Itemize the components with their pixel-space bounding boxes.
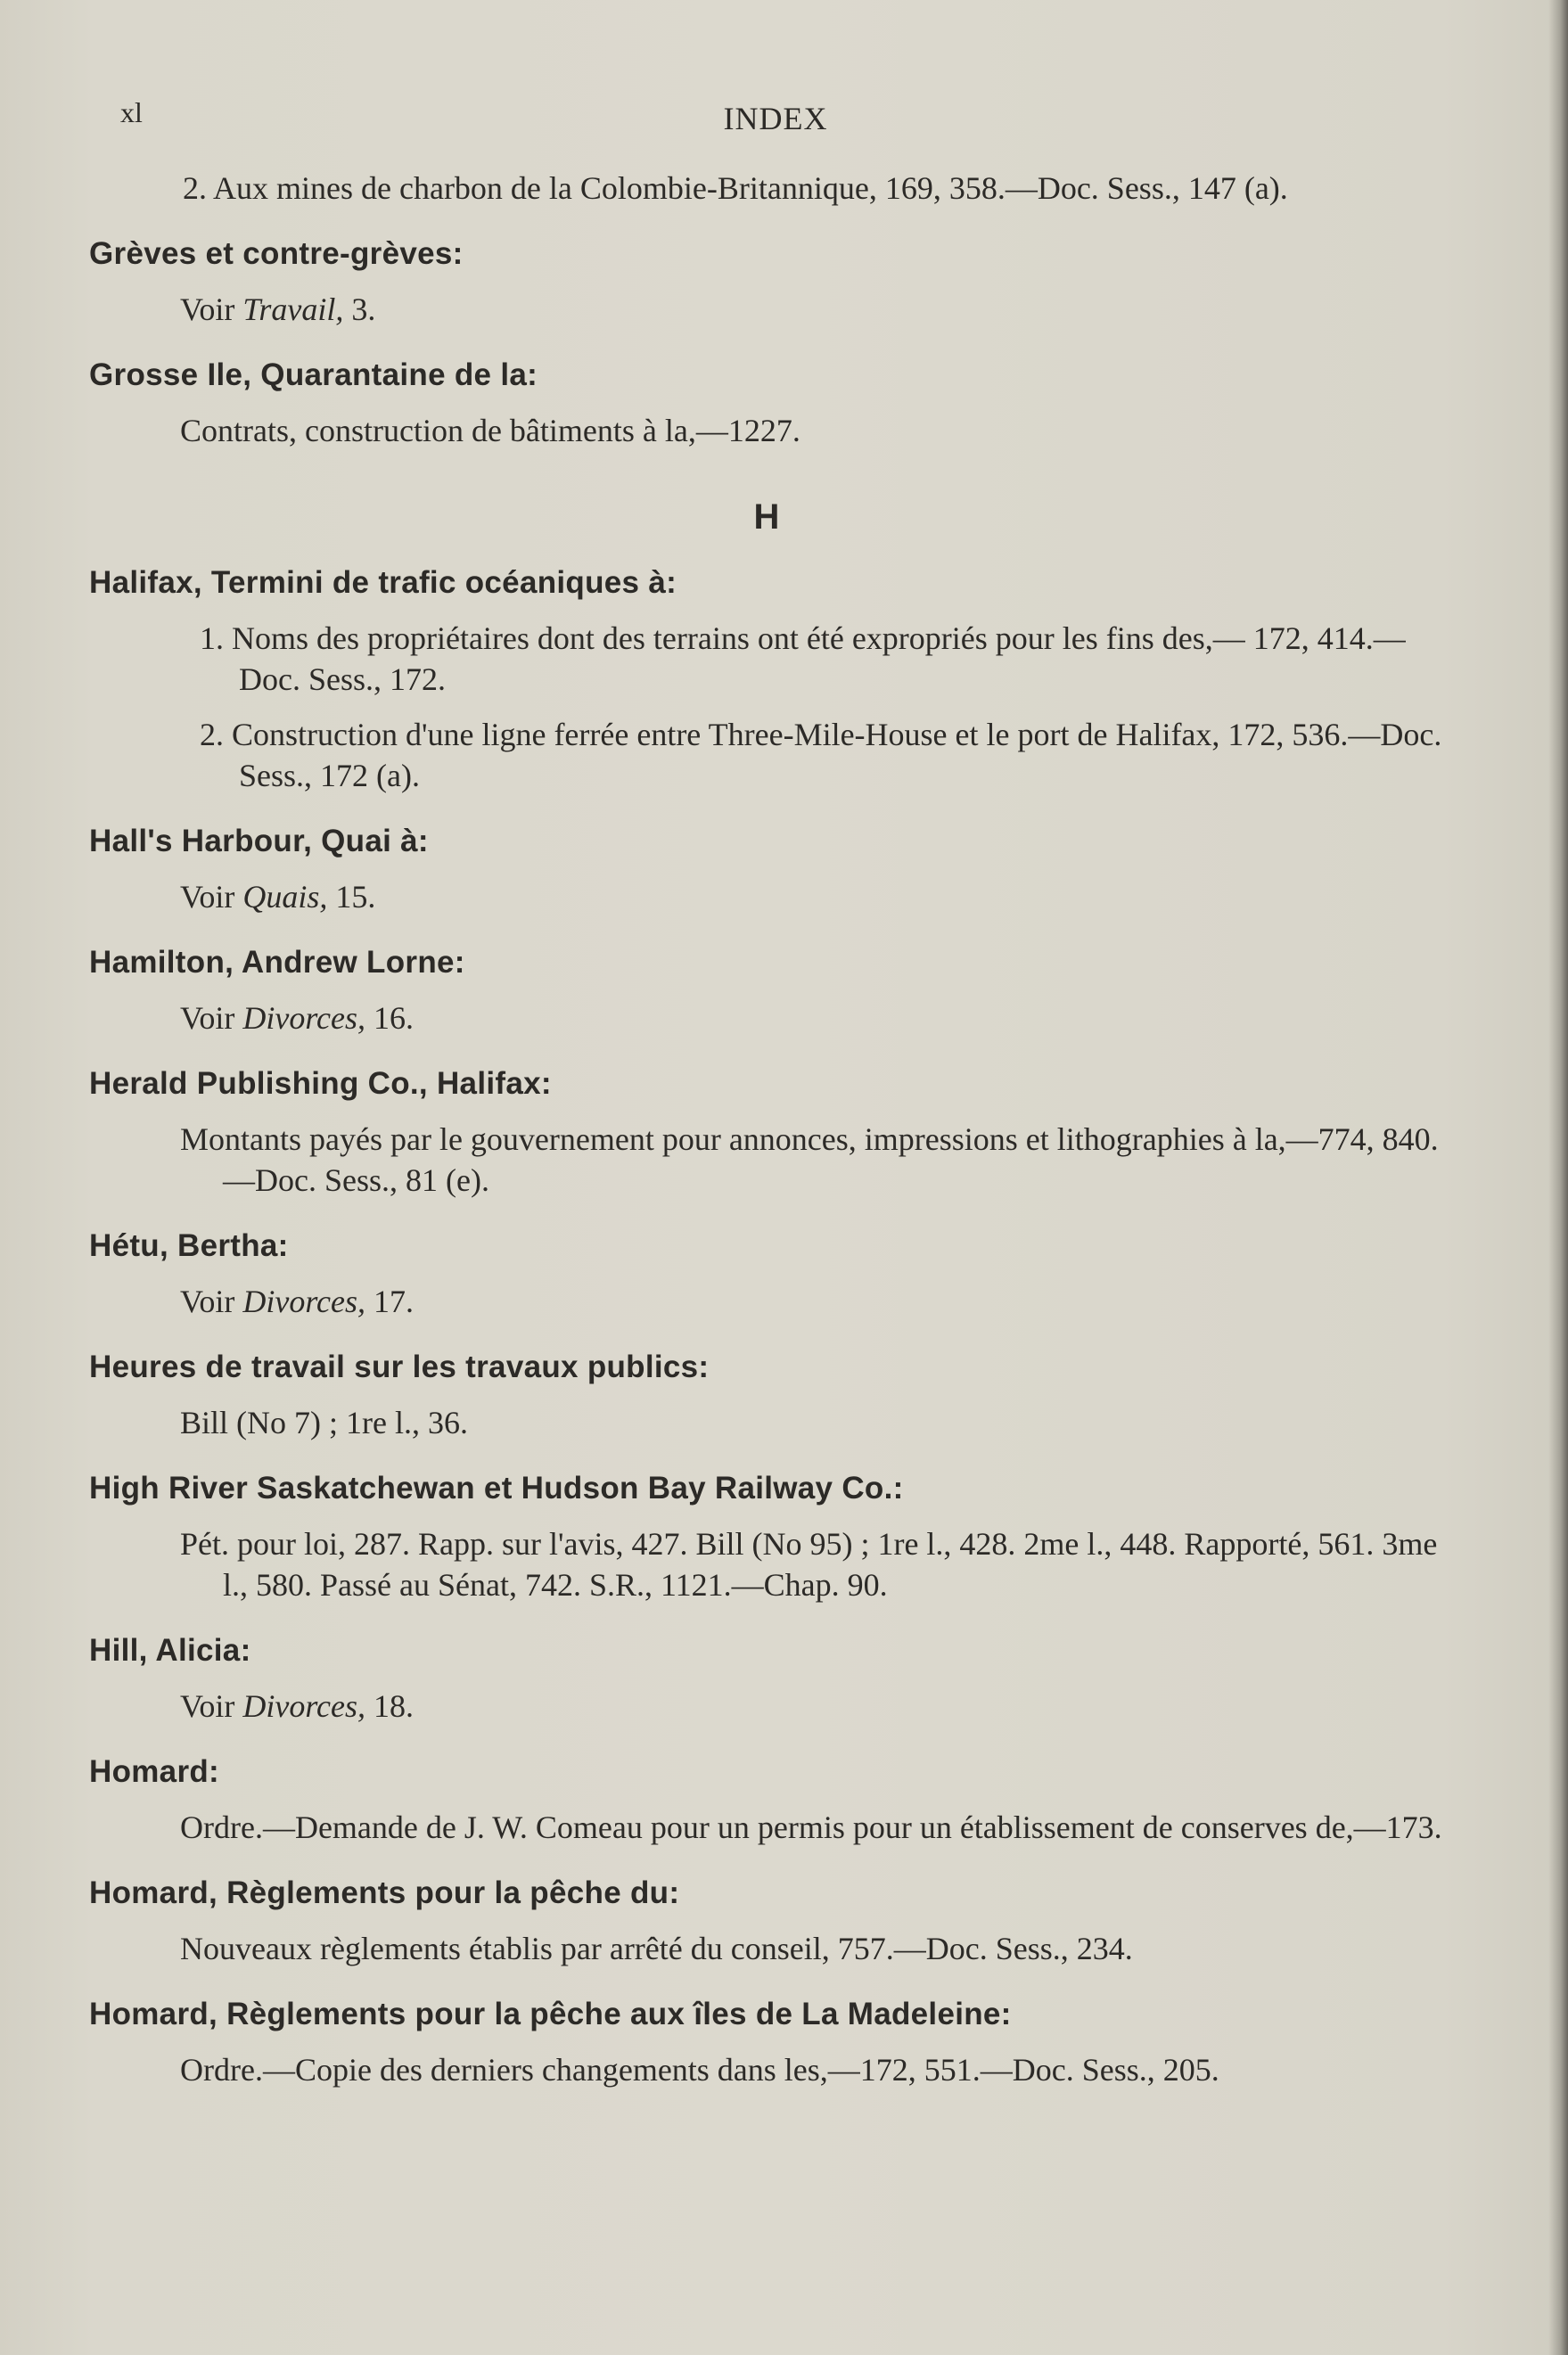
index-content [89, 168, 1444, 2090]
index-entry [89, 942, 1444, 1038]
index-entry [89, 1994, 1444, 2090]
entry-heading: Hamilton, Andrew Lorne: [89, 945, 465, 980]
entry-heading: Hétu, Bertha: [89, 1228, 289, 1263]
entry-line: 2. Construction d'une ligne ferrée entre Three-Mile-House et le port de Halifax, 172, 536.—Doc. Sess., 172 (a). [200, 717, 1442, 793]
index-entry [89, 234, 1444, 330]
entry-line: Ordre.—Copie des derniers changements dans les,—172, 551.—Doc. Sess., 205. [180, 2052, 1219, 2088]
entry-heading: Homard, Règlements pour la pêche du: [89, 1875, 680, 1910]
book-spine-shadow [1548, 0, 1568, 2355]
index-entry [89, 1063, 1444, 1201]
continuation-line: 2. Aux mines de charbon de la Colombie-Britannique, 169, 358.—Doc. Sess., 147 (a). [183, 170, 1288, 206]
entry-heading: Homard: [89, 1754, 219, 1789]
index-entry [89, 1347, 1444, 1443]
entry-line: Ordre.—Demande de J. W. Comeau pour un permis pour un établissement de conserves de,—173. [180, 1809, 1442, 1845]
index-entry [89, 1630, 1444, 1727]
entry-heading: Halifax, Termini de trafic océaniques à: [89, 565, 677, 600]
entry-line: Montants payés par le gouvernement pour annonces, impressions et lithographies à la,—774, 840.—Doc. Sess., 81 (e). [180, 1121, 1439, 1198]
entry-heading: Heures de travail sur les travaux publics: [89, 1350, 710, 1384]
index-entry [89, 1468, 1444, 1605]
index-entry [89, 821, 1444, 917]
entry-line: Voir Quais, 15. [180, 879, 376, 915]
entry-line: 1. Noms des propriétaires dont des terrains ont été expropriés pour les fins des,— 172, 414.—Doc. Sess., 172. [200, 620, 1406, 697]
entry-line: Bill (No 7) ; 1re l., 36. [180, 1405, 468, 1440]
entry-line: Voir Travail, 3. [180, 291, 376, 327]
entry-heading: Homard, Règlements pour la pêche aux îles de La Madeleine: [89, 1997, 1012, 2031]
running-title: INDEX [723, 101, 828, 136]
entry-heading: High River Saskatchewan et Hudson Bay Railway Co.: [89, 1471, 904, 1506]
entry-heading: Herald Publishing Co., Halifax: [89, 1066, 552, 1101]
entry-heading: Hall's Harbour, Quai à: [89, 824, 429, 858]
page-number: xl [120, 96, 143, 128]
index-entry [89, 562, 1444, 796]
index-entry [89, 1752, 1444, 1848]
entry-heading: Grèves et contre-grèves: [89, 236, 464, 271]
index-entry [89, 1226, 1444, 1322]
entry-line: Contrats, construction de bâtiments à la,—1227. [180, 413, 800, 448]
entry-line: Voir Divorces, 17. [180, 1284, 414, 1319]
page-header [0, 96, 1568, 150]
entry-heading: Hill, Alicia: [89, 1633, 251, 1668]
entry-line: Voir Divorces, 18. [180, 1688, 414, 1724]
section-letter: H [753, 497, 780, 537]
index-entry [89, 1873, 1444, 1969]
entry-line: Voir Divorces, 16. [180, 1000, 414, 1036]
entry-line: Nouveaux règlements établis par arrêté du conseil, 757.—Doc. Sess., 234. [180, 1931, 1133, 1966]
index-entry [89, 355, 1444, 451]
entry-line: Pét. pour loi, 287. Rapp. sur l'avis, 427. Bill (No 95) ; 1re l., 428. 2me l., 448. Rapporté, 561. 3me l., 580. Passé au Sénat, 742. S.R., 1121.—Chap. 90. [180, 1526, 1438, 1603]
entry-heading: Grosse Ile, Quarantaine de la: [89, 357, 538, 392]
